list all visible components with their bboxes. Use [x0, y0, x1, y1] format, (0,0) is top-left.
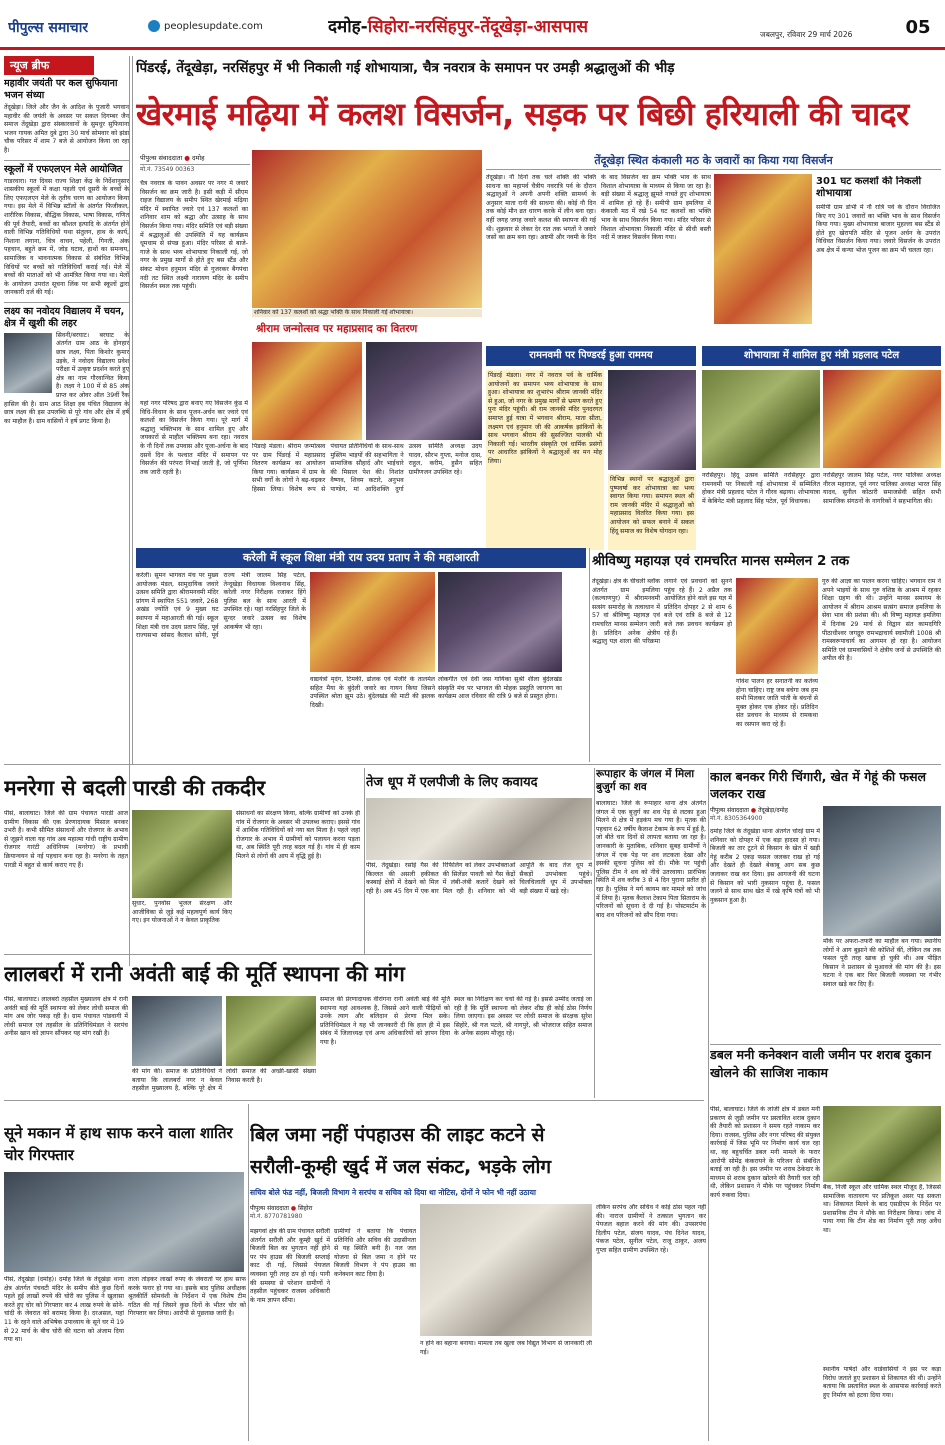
lead-photo-caption: शनिवार को 137 कलशों को श्रद्धा भक्ति के साथ निकाली गई शोभायात्रा।	[252, 309, 482, 317]
thief-photo	[4, 1172, 244, 1272]
kareli-caption-1: वाद्ययंत्रों मृदंग, टिमकी, ढोलक एवं मंजीरे के तालमेल सहित मैया के बुंदेली जवारे का गायन किया जिसने उपस्थित श्रोता झूम उठे। बुंदेलखंड की माटी की झलक दिखी।	[310, 676, 435, 709]
lead-byline	[140, 153, 250, 173]
news-brief-label: न्यूज ब्रीफ	[4, 56, 94, 75]
mnrega-caption: सुधार, पुनर्वास भूजल संरक्षण और आजीविका से जुड़े कई महत्वपूर्ण कार्य किए गए। इन योजनाओं ने न केवल प्राकृतिक	[132, 900, 232, 925]
dateline: जबलपुर, रविवार 29 मार्च 2026	[760, 30, 853, 39]
brief-item-3-body: सिवनी/बरघाट। बरघाट के अंतर्गत ग्राम आठ के होनहार छात्र लक्ष्य, पिता किशोर कुमार उइके, ने नवोदय विद्यालय प्रवेश परीक्षा में उत्कृष्ट प्रदर्शन करते हुए क्षेत्र का नाम गौरवान्वित किया है। लक्ष्य ने 100 में से 85 अंक प्राप्त कर ओवर ऑल 39वीं रैंक हासिल की है। ग्राम आठ शिक्षा हब पंचित विद्यालय के छात्र लक्ष्य की इस उपलब्धि से पूरे गांव और क्षेत्र में हर्ष का माहौल है। ग्राम वासियों ने हर्ष प्रगट किया है।	[4, 331, 129, 425]
dot-icon: ●	[750, 807, 757, 814]
brief-item-2-body: गाडरवारा। गत दिवस राज्य शिक्षा केंद्र के निर्देशानुसार शासकीय स्कूलों में कक्षा पहली एवं दूसरी के बच्चों के लिए एफएलएन मेले के तृतीय चरण का आयोजन किया गया। इस मेले में विभिन्न स्टॉलों के अंतर्गत फिजीकल, शारीरिक विकास, बौद्धिक विकास, भाषा विकास, गणित की पूर्व तैयारी, बच्चों का कौशल इत्यादि के अंतर्गत होने वाली विभिन्न गतिविधियों यथा संतुलन, हाथ के कार्य, निशाना लगाना, चित्र वाचन, पहेली, गिनती, अंक पहचान, बहुते क्रम में, जोड़ घटाव, हाथों का समन्वय, सामाजिक व भावनात्मक विकास से संबंधित विभिन्न विधियों पर बच्चों को गतिविधियाँ कराई गईं। मेले में बच्चों की माताओं को भी आमंत्रित किया गया था। मेलों के आयोजन उपरांत सूचना लिंक पर सभी स्कूलों द्वारा जानकारी दर्ज की गई।	[4, 177, 129, 297]
water-byline-place: सिहोरा	[298, 1205, 313, 1212]
section-title	[328, 14, 588, 37]
water-body: मझगवां क्षेत्र की ग्राम पंचायत सरौली अंतर्गत सरौली और कूम्ही खुर्द में बिजली बिल का भुगतान नहीं होने पर पंप हाउस की बिजली सप्लाई काट दी गई, जिससे पेयजल व्यवस्था पूरी तरह ठप हो गई। पानी की समस्या से परेशान ग्रामीणों ने तहसील पहुंचकर राजस्व अधिकारी के नाम ज्ञापन सौंपा।	[250, 1228, 330, 1304]
ramnavami-headline: रामनवमी पर पिण्डरई हुआ राममय	[486, 346, 696, 366]
water-kicker: बिल जमा नहीं पंपहाउस की लाइट कटने से	[250, 1124, 545, 1146]
shriram-photo-2	[366, 342, 482, 440]
statue-body: पीसं, बालाघाट। लालबर्रा तहसील मुख्यालय क्षेत्र में रानी अवंती बाई की मूर्ति स्थापना को लेकर लोधी समाज की मांग अब जोर पकड़ रही है। ग्राम पंचायत पांडवागी में लोधी समाज एवं तहसील के प्रतिनिधिमंडल ने सरपंच अनीस खान को ज्ञापन सौंपकर यह मांग रखी है।	[4, 996, 128, 1038]
column-rule	[248, 1104, 249, 1441]
section-title-part1: दमोह-	[328, 17, 368, 37]
vishnu-body: तेंदूखेड़ा। क्षेत्र के चीचली ब्लॉक अंतर्गत ग्राम इमलिया (कल्याणपुर) में श्रीरामनवमी सत्संग समारोह के तत्वाधान में 57 वां श्रीविष्णु महायज्ञ एवं रामचरित मानस सम्मेलन जारी है। प्रतिदिन अनेक क्षेत्रीय श्रद्धालु यज्ञ शाला की परिक्रमा लगाने एवं प्रवचनों को सुनने पहुंच रहे हैं। 2 अप्रैल तक आयोजित होने वाले इस यज्ञ में प्रतिदिन दोपहर 2 से शाम 6 बजे एवं रात्रि 8 बजे से 12 बजे तक प्रवचन कार्यक्रम हो रहे हैं।	[592, 578, 732, 646]
water-byline	[250, 1204, 350, 1220]
lead-headline: खेरमाई मढ़िया में कलश विसर्जन, सड़क पर बिछी हरियाली की चादर	[136, 95, 909, 133]
minister-photo-2	[823, 370, 941, 468]
kareli-body: करेली। सुमन भागवत मंच पर मुख्य आयोजक मंडल, सामुदायिक जवारे उत्सव समिति द्वारा श्रीरामनवमी मंदिर प्रांगण में स्थापित 551 जवारे, 268 अखंड ज्योति एवं 9 मुख्य घट स्थापना में महाआरती की गई। स्कूल शिक्षा मंत्री राव उदय प्रताप सिंह, पूर्व राज्यसभा सांसद कैलाश सोनी, पूर्व राज्य मंत्री जालम सिंह पटेल, तेन्दूखेड़ा विधायक विश्वनाथ सिंह, करेली नगर निरीक्षक रजाकर हिंगे पुलिस बल के साथ आरती में उपस्थित रहे। यहां नरसिंहपुर जिले के सुन्दर जवारे उत्सव का विशेष आकर्षण भी रहा।	[136, 572, 306, 640]
column-rule	[132, 56, 133, 764]
fire-body: दमोह जिले के तेंदूखेड़ा थाना अंतर्गत चोरई ग्राम में शनिवार को दोपहर में एक बड़ा हादसा हो गया। बिजली का तार टूटने से किसान के खेत में खड़ी गेहूं करीब 2 एकड़ फसल जलकर राख हो गई और देखते ही देखते बेकाबू आग सब कुछ जलाकर राख कर दिया। इस आगजनी की घटना से किसान को भारी नुकसान पहुंचा है, फसल जलने से साथ साथ खेत में रखे कृषि यंत्रों को भी नुकसान हुआ है।	[710, 828, 820, 904]
page-number: 05	[905, 17, 931, 38]
water-body-3: लेकिन सरपंच और सचिव ने कोई ठोस पहल नहीं की। नाराज ग्रामीणों ने तत्काल भुगतान कर पेयजल बहाल करने की मांग की। उपसरपंच दिलीप पटेल, संजय यादव, पंच दिनेश यादव, पंकज पटेल, सुनील पटेल, राजू ठाकुर, अजय गुप्ता सहित ग्रामीण उपस्थित रहे।	[596, 1204, 706, 1254]
statue-headline: लालबर्रा में रानी अवंती बाई की मूर्ति स्थापना की मांग	[4, 962, 405, 986]
water-body-2: ग्रामीणों ने बताया कि पंचायत प्रतिनिधि और सचिव की उदासीनता से यह स्थिति बनी है। नल जल योजना से बिल जमा न होने पर बिजली विभाग ने पंप हाउस का कनेक्शन काट दिया है।	[334, 1228, 416, 1278]
column-rule	[4, 1100, 704, 1101]
water-photo	[420, 1204, 592, 1336]
mnrega-body: पीसं, बालाघाट। जिले की ग्राम पंचायत पारडी आज ग्रामीण विकास की एक प्रेरणादायक मिसाल बनकर उभरी है। कभी सीमित संसाधनों और रोजगार के अभाव से जूझने वाला यह गांव अब महात्मा गांधी राष्ट्रीय ग्रामीण रोजगार गारंटी अधिनियम (मनरेगा) के प्रभावी क्रियान्वयन से नई पहचान बना रहा है। मनरेगा के तहत पारडी में बहुत से कार्य कराए गए हैं।	[4, 810, 128, 869]
brief-item-2-title: स्कूलों में एफएलएन मेले आयोजित	[4, 160, 129, 176]
kareli-caption-2: लोकगीत एवं देवी जस गायिका सुश्री शीला बुंदेलखंड संस्कृति मंच पर भागवत की मोहक प्रस्तुति जागरण का कार्यक्रम आज रविवार की रात्रि 9 बजे से प्रस्तुत होगा।	[438, 676, 562, 701]
thief-headline: सूने मकान में हाथ साफ करने वाला शातिर चोर गिरफ्तार	[4, 1124, 233, 1164]
lead-kicker: पिंडरई, तेंदूखेड़ा, नरसिंहपुर में भी निकाली गई शोभायात्रा, चैत्र नवरात्र के समापन पर उमड़ी श्रद्धालुओं की भीड़	[136, 60, 675, 76]
byline-mobile: मो.नं. 73549 00363	[140, 164, 250, 173]
water-byline-mobile: मो.नं. 8770781980	[250, 1213, 303, 1220]
water-subhead: सचिव बोले फंड नहीं, बिजली विभाग ने सरपंच व सचिव को दिया था नोटिस, दोनों ने फोन भी नहीं उठाया	[250, 1188, 536, 1197]
vishnu-saint-photo	[736, 578, 818, 674]
byline-name: पीपुल्स संवाददाता	[140, 154, 183, 162]
double-money-photo	[823, 1106, 941, 1182]
ramnavami-caption: विभिन्न स्थानों पर श्रद्धालुओं द्वारा पुष्पवर्षा कर शोभायात्रा का भव्य स्वागत किया गया। समापन स्थल श्री राम जानकी मंदिर में श्रद्धालुओं को महाप्रसाद वितरित किया गया। इस आयोजन को सफल बनाने में सकल हिंदू समाज का विशेष योगदान रहा।	[608, 474, 696, 550]
column-rule	[594, 768, 595, 1098]
masthead	[0, 0, 945, 50]
fire-byline-place: तेंदूखेड़ा/दमोह	[758, 807, 788, 814]
section-title-part2: सिहोरा-नरसिंहपुर-तेंदूखेड़ा-आसपास	[367, 17, 588, 37]
brief-item-3-title: लक्ष्य का नवोदय विद्यालय में चयन, क्षेत्र में खुशी की लहर	[4, 302, 129, 330]
column-rule	[710, 1044, 941, 1045]
fire-byline-mobile: मो.नं. 8305364900	[710, 815, 763, 822]
kankali-headline: तेंदूखेड़ा स्थित कंकाली मठ के जवारों का किया गया विसर्जन	[486, 152, 941, 170]
column-rule	[4, 954, 592, 955]
brief-item-1-body: तेंदूखेड़ा। जिले और जैन के आदिश के पुजारी भगवान महावीर की जयंती के अवसर पर सकल दिगम्बर जैन समाज तेंदूखेड़ा द्वारा संस्कारवानों के सुमधुर सुफियाना भजन गायक अमित दुबे द्वारा 30 मार्च सोमवार को झंडा चौक परिसर में शाम 7 बजे से आयोजन किया जा रहा है।	[4, 104, 129, 154]
statue-photo-1	[132, 996, 222, 1066]
kareli-headline: करेली में स्कूल शिक्षा मंत्री राय उदय प्रताप ने की महाआरती	[136, 548, 586, 568]
ghat-body: समीपी ग्राम डोभी में नौ रात्रि पर्व के दौरान विराजित किए गए 301 जवारों का भक्ति भाव के साथ विसर्जन किया गया। मुख्य शोभायात्रा बाजार मुहल्ला बस स्टैंड से होते हुए खेरापति मंदिर से पूजन अर्चन के उपरांत विधिवत विसर्जन किया गया। जवारे विसर्जन के उपरांत अब क्षेत्र में कन्या भोज पूजन का क्रम भी चलता रहा।	[816, 204, 940, 254]
minister-caption-2: नरसिंहपुर जालम सिंह पटेल, नगर पालिका अध्यक्ष नीरज महाराज, पूर्व नगर पालिका अध्यक्ष भारत सिंह यादव, सुनील कोठारी समाजसेवी सहित सभी सामाजिक संगठनों के नागरिकों ने सहभागिता की।	[823, 472, 941, 505]
double-money-headline: डबल मनी कनेक्शन वाली जमीन पर शराब दुकान खोलने की साजिश नाकाम	[710, 1047, 932, 1080]
ghat-headline: 301 घट कलशों की निकली शोभायात्रा	[816, 176, 922, 199]
lead-body-col1: चैत्र नवरात्र के पावन अवसर पर नगर में जवारे विसर्जन का क्रम जारी है। इसी कड़ी में सीएम राइज विद्यालय के समीप स्थित खेरमाई मढ़िया मंदिर में स्थापित ज्वारे एवं 137 कलशों का शनिवार शाम को श्रद्धा और उत्साह के साथ विसर्जन किया गया। मंदिर समिति एवं बड़ी संख्या में श्रद्धालुओं की उपस्थिति में यह कार्यक्रम धूमधाम से संपन्न हुआ। मंदिर परिसर से बाजे-गाजे के साथ भव्य शोभायात्रा निकाली गई, जो नगर के प्रमुख मार्गों से होते हुए बस स्टैंड और संकट मोचन हनुमान मंदिर से गुजरकर बैगपंचा नदी तट स्थित लक्ष्मी नारायण मंदिर के समीप विसर्जन स्थल तक पहुंची।	[140, 180, 248, 291]
fire-photo	[823, 806, 941, 936]
kareli-photo-1	[310, 572, 435, 672]
divider-1	[4, 764, 941, 765]
double-money-caption: बैंक, निजी स्कूल और धार्मिक स्थल मौजूद हैं, जिससे सामाजिक वातावरण पर प्रतिकूल असर पड़ सकता था। शिकायत मिलने के बाद एसडीएम के निर्देश पर प्रशासनिक टीम ने मौके का निरीक्षण किया। जांच में पाया गया कि टीन शेड का निर्माण पूरी तरह अवैध था।	[823, 1184, 941, 1234]
minister-headline: शोभायात्रा में शामिल हुए मंत्री प्रहलाद पटेल	[702, 346, 941, 366]
statue-body-2: समाज की प्रेरणादायक वीरांगना रानी अवंती बाई की मूर्ति स्थापना यहां आवश्यक है, जिससे आने वाली पीढ़ियों को उनके त्याग और बलिदान से प्रेरणा मिल सके। प्रतिनिधिमंडल ने यह भी जानकारी दी कि हाल ही में इस संबंध में जिलाध्यक्ष एवं अन्य अधिकारियों को ज्ञापन दिया गया है।	[320, 996, 450, 1046]
ramnavami-photo	[608, 370, 696, 470]
minister-caption-1: नरसिंहपुर। हिंदू उत्सव समिति नरसिंहपुर द्वारा रामनवमी पर निकाली गई शोभायात्रा में सम्मिलित होकर मंत्री प्रहलाद पटेल ने गौरव बढ़ाया। शोभायात्रा में केबिनेट मंत्री प्रहलाद सिंह पटेल, पूर्व विधायक।	[702, 472, 820, 505]
statue-body-3: स्थल का निरीक्षण कर चर्चा की गई है। इससे उम्मीद जताई जा रही है कि मूर्ति स्थापना को लेकर शीघ्र ही कोई ठोस निर्णय लिया जाएगा। इस अवसर पर लोधी समाज के संरक्षक सुरेश सिहोरे, श्री गज पटले, श्री नागपुरे, श्री भोजराज सहित समाज के अनेक सदस्य मौजूद रहे।	[454, 996, 592, 1038]
lead-body2: यहां नगर परिषद द्वारा बनाए गए विसर्जन कुंड में विधि-विधान के साथ पूजन-अर्चन कर ज्वारे एवं कलशों का विसर्जन किया गया। पूरे मार्ग में श्रद्धालु भक्तिभाव के साथ शामिल हुए और जयकारों से माहौल भक्तिमय बना रहा। नवरात्र के नौ दिनों तक उपवास और पूजा-अर्चना के बाद दसवें दिन के पश्चात मंदिर में समापन पर विसर्जन की परंपरा निभाई जाती है, जो पूर्णिमा तक जारी रहती है।	[140, 400, 248, 540]
ramnavami-body: पिंडरई मंडला। नगर में नवरात्र पर्व के धार्मिक आयोजनों का समापन भव्य शोभायात्रा के साथ हुआ। शोभायात्रा का शुभारंभ श्रीराम जानकी मंदिर से हुआ, जो नगर के प्रमुख मार्गों से भ्रमण करते हुए पुनः मंदिर पहुंची। श्री राम जानकी मंदिर पुनदरगत समाप्त हुई यात्रा में भगवान श्रीराम, माता सीता, लक्ष्मण एवं हनुमान जी की आकर्षक झांकियों के साथ भगवान श्रीराम की सुसज्जित पालकी भी निकाली गई। भारतीय संस्कृति एवं धार्मिक प्रसंगों पर आधारित झांकियों ने श्रद्धालुओं का मन मोह लिया।	[486, 370, 604, 550]
rupahar-headline: रूपाहार के जंगल में मिला बुजुर्ग का शव	[596, 768, 695, 793]
website-url[interactable]: peoplesupdate.com	[164, 21, 263, 32]
minister-photo-1	[702, 370, 820, 468]
fire-headline: काल बनकर गिरी चिंगारी, खेत में गेहूं की फसल जलकर राख	[710, 769, 926, 801]
statue-caption: की मांग की। समाज के प्रतिनिधियों ने बताया कि लालबर्रा नगर न केवल तहसील मुख्यालय है, बल्कि पूरे क्षेत्र में लोधी समाज की अच्छी-खासी संख्या निवास करती है।	[132, 1068, 316, 1093]
kankali-body: तेंदूखेड़ा। नौ दिनों तक चले शक्ति की भक्ति साधना का महापर्व चैत्रीय नवरात्रि पर्व के दौरान श्रद्धालुओं ने अपनी अपनी शक्ति सामर्थ्य के अनुसार माता रानी की साधना की। कोई नौ दिन तक कोई मौन व्रत धारण करके में लीन बना रहा। वहीं जगह जगह जवारे कलश की स्थापना की गई थी। शुक्रवार से लेकर देर रात तक भगतों ने जवारे जसों का क्रम बना रहा। अष्टमी और नवमी के दिन के बाद विसर्जन का क्रम भक्ति भाव के साथ विशाल शोभायात्रा के माध्यम से किया जा रहा है। बड़ी संख्या में श्रद्धालु झूमते नाचते हुए शोभायात्रा में शामिल हो रहे हैं। समीपी ग्राम इमलिया में कंकाली मठ में रखे 54 घट कलशों का भक्ति भाव के साथ विसर्जन किया गया। मंदिर परिसर से विशाल शोभायात्रा निकाली मंदिर से सीधी बस्ती नदी में जाकर विसर्जन किया गया।	[486, 174, 711, 242]
lpg-photo	[366, 798, 592, 860]
dot-icon: ●	[290, 1205, 297, 1212]
water-caption: न होने का बहाना बनाया। मामला तब खुला जब विद्युत विभाग से जानकारी ली गई।	[420, 1340, 592, 1356]
dot-icon: ●	[184, 154, 190, 162]
vishnu-body-2: गोवंश पालन हर सनातनी का कर्तव्य होना चाहिए। राष्ट्र जब बचेगा जब हम सभी मिलकर जाति पांती के बंधनों से मुक्त होकर एक होकर रहें। प्रतिदिन संत प्रवचन के माध्यम से रामकथा का रसपान करा रहे हैं।	[736, 678, 818, 728]
thief-body-2: ताला तोड़कर लाखों रुपए के जेवरातों पर हाथ साफ करके फरार हो गया था। इसके बाद पुलिस अधीक्षक श्रुतकीर्ति सोमवंशी के निर्देशन में एक विशेष टीम गठित की गई जिसने कुछ दिनों के भीतर चोर को गिरफ्तार कर लिया। आरोपी से पूछताछ जारी है।	[128, 1276, 246, 1318]
shriram-body: पिंडरई मंडला। श्रीराम जन्मोत्सव पर ग्राम पिंडरई में महाप्रसाद वितरण कार्यक्रम का आयोजन किया गया। कार्यक्रम में ग्राम के सभी वर्गों के लोगों ने बढ़-चढ़कर हिस्सा लिया। विशेष रूप से पंचायत प्रतिनिधियों के साथ-साथ मुस्लिम भाइयों की सहभागिता ने सामाजिक सौहार्द और भाईचारे की मिसाल पेश की। निशांत वैष्णव, शिवम कटारे, अनुभव पाण्डेय, मां आदिशक्ति दुर्गा उत्सव समिति अध्यक्ष उदय यादव, सौरभ गुप्ता, मनोज दास, राहुल, करीम, हुसैन सहित ग्रामीणजन उपस्थित रहे।	[252, 443, 482, 493]
double-money-body-2: स्थानीय पार्षदों और वार्डवासियों ने इस पर कड़ा विरोध जताते हुए प्रशासन से शिकायत की थी। उन्होंने बताया कि प्रस्तावित स्थल के आसपास कार्रवाई करते हुए निर्माण को हटवा दिया गया।	[823, 1366, 941, 1399]
statue-photo-2	[226, 996, 316, 1066]
byline-place: दमोह	[192, 154, 205, 162]
vishnu-body-3: गुरु की आज्ञा का पालन करना चाहिए। भगवान राम ने अपने भाइयों के साथ गुरु वशिष्ठ के आश्रम में रहकर शिक्षा ग्रहण की थी। उन्होंने मानस समागम के आयोजन में श्रीराम आश्रम सत्संग समाज इमलिया के सेवा भाव की प्रशंसा की। श्री विष्णु महायज्ञ इमलिया में दिनांक 29 मार्च से विद्वान संत कामदगिरि पीठाधीश्वर जगद्गुरु रामभद्राचार्य स्वामीजी 1008 श्री रामस्वरूपाचार्य का आगमन हो रहा है। आयोजन समिति एवं ग्रामवासियों ने क्षेत्रीय जनों से उपस्थिति की अपील की है।	[822, 578, 941, 663]
kankali-photo	[714, 174, 812, 324]
fire-byline-name: पीपुल्स संवाददाता	[710, 807, 749, 814]
double-money-body: पीसं, बालाघाट। जिले के लांजी क्षेत्र में डबल मनी प्रकरण से जुड़ी जमीन पर प्रस्तावित शराब दुकान की तैयारी को प्रशासन ने समय रहते नाकाम कर दिया। राजस्व, पुलिस और नगर परिषद की संयुक्त कार्रवाई में जिस भूमि पर निर्माण कार्य चल रहा था, वह बहुचर्चित डबल मनी मामले के फरार आरोपी सोमेंद्र कंकरायने के परिजन से संबंधित बताई जा रही है। इस जमीन पर शराब ठेकेदार के माध्यम से शराब दुकान खोलने की तैयारी चल रही थी, लेकिन प्रशासन ने मौके पर पहुंचकर निर्माण कार्य रुकवा दिया।	[710, 1106, 820, 1199]
mnrega-photo	[132, 810, 232, 898]
student-photo	[4, 333, 52, 393]
column-rule	[708, 768, 709, 1441]
globe-icon	[148, 20, 160, 32]
fire-byline	[710, 806, 820, 822]
shriram-photo-1	[252, 342, 362, 440]
kareli-photo-2	[438, 572, 562, 672]
shriram-headline: श्रीराम जन्मोत्सव पर महाप्रसाद का वितरण	[252, 320, 482, 338]
thief-body: पीसं, तेंदूखेड़ा (दमोह)। दमोह जिले के तेंदूखेड़ा थाना क्षेत्र अंतर्गत पंचवटी मंदिर के समीप बीते कुछ दिनों पहले हुई लाखों रुपये की चोरी का पुलिस ने खुलासा करते हुए चोर को गिरफ्तार कर 4 लाख रुपये के सोने-चांदी के जेवरात को बरामद किया है। दरअसल, यहां 11 के रहने वाले अभिषेक उपाध्याय के सूने घर में 19 से 22 मार्च के बीच चोरी की घटना को अंजाम दिया गया था।	[4, 1276, 124, 1344]
vishnu-headline: श्रीविष्णु महायज्ञ एवं रामचरित मानस सम्मेलन 2 तक	[592, 553, 850, 569]
mnrega-headline: मनरेगा से बदली पारडी की तकदीर	[4, 776, 266, 800]
lead-photo-procession	[252, 150, 482, 308]
lpg-body: पीसं, तेंदूखेड़ा। रसोई गैस की किल्लत की असली हकीकत कस्बाई क्षेत्रों में देखने को मिल रही है। अब 45 दिन में एक बार रिफिलिंग को लेकर उपभोक्ताओं की सिलेंडर पावती को गैस केंद्रों में लंबी-लंबी कतारें देखने को मिल रही हैं। शनिवार को भी आपूर्ति के बाद तेज धूप में सैकड़ों उपभोक्ता पहुंचे। चिलचिलाती धूप में उपभोक्ता बड़ी संख्या में खड़े रहे।	[366, 862, 592, 895]
water-headline: सरौली-कूम्ही खुर्द में जल संकट, भड़के लोग	[250, 1156, 552, 1178]
newspaper-logo: पीपुल्स समाचार	[8, 20, 89, 36]
column-rule	[364, 768, 365, 954]
water-byline-name: पीपुल्स संवाददाता	[250, 1205, 289, 1212]
rupahar-body: बालाघाट। जिले के रूपाहार थाना क्षेत्र अंतर्गत जंगल में एक बुजुर्ग का शव पेड़ से लटका हुआ मिलने से क्षेत्र में हड़कंप मच गया है। मृतक की पहचान 62 वर्षीय कैलाश टेकाम के रूप में हुई है, जो बीते चार दिनों से लापता बताया जा रहा है। जानकारी के मुताबिक, शनिवार सुबह ग्रामीणों ने जंगल में एक पेड़ पर शव लटकता देखा और इसकी सूचना पुलिस को दी। मौके पर पहुंची पुलिस टीम ने शव को नीचे उतरवाया। प्रारंभिक स्थिति में शव करीब 3 से 4 दिन पुराना प्रतीत हो रहा है। पुलिस ने मर्ग कायम कर मामले को जांच में लिया है। मृतक कैलाश टेकाम पिता सिताराम के परिजनों को सूचना दे दी गई है। पोस्टमार्टम के बाद शव परिजनों को सौंप दिया गया।	[596, 800, 706, 919]
fire-body-2: मौके पर अफरा-तफरी का माहौल बन गया। स्थानीय लोगों ने आग बुझाने की कोशिशें कीं, लेकिन तब तक फसल पूरी तरह खाक हो चुकी थी। अब पीड़ित किसान ने प्रशासन से मुआवजे की मांग की है। इस घटना ने एक बार फिर बिजली व्यवस्था पर गंभीर सवाल खड़े कर दिए हैं।	[823, 938, 941, 988]
brief-item-1-title: महावीर जयंती पर कल सुफियाना भजन संध्या	[4, 78, 118, 101]
column-rule	[589, 548, 590, 762]
lpg-headline: तेज धूप में एलपीजी के लिए कवायद	[366, 775, 538, 790]
mnrega-body-2: संसाधनों का संरक्षण किया, बल्कि ग्रामीणों को उनके ही गांव में रोजगार के अवसर भी उपलब्ध कराए। इससे गांव में आर्थिक गतिविधियों को नया बल मिला है। पहले जहां रोजगार के अभाव में ग्रामीणों को पलायन करना पड़ता था, अब स्थिति पूरी तरह बदल गई है। गांव में ही काम मिलने से लोगों की आय में वृद्धि हुई है।	[236, 810, 360, 860]
